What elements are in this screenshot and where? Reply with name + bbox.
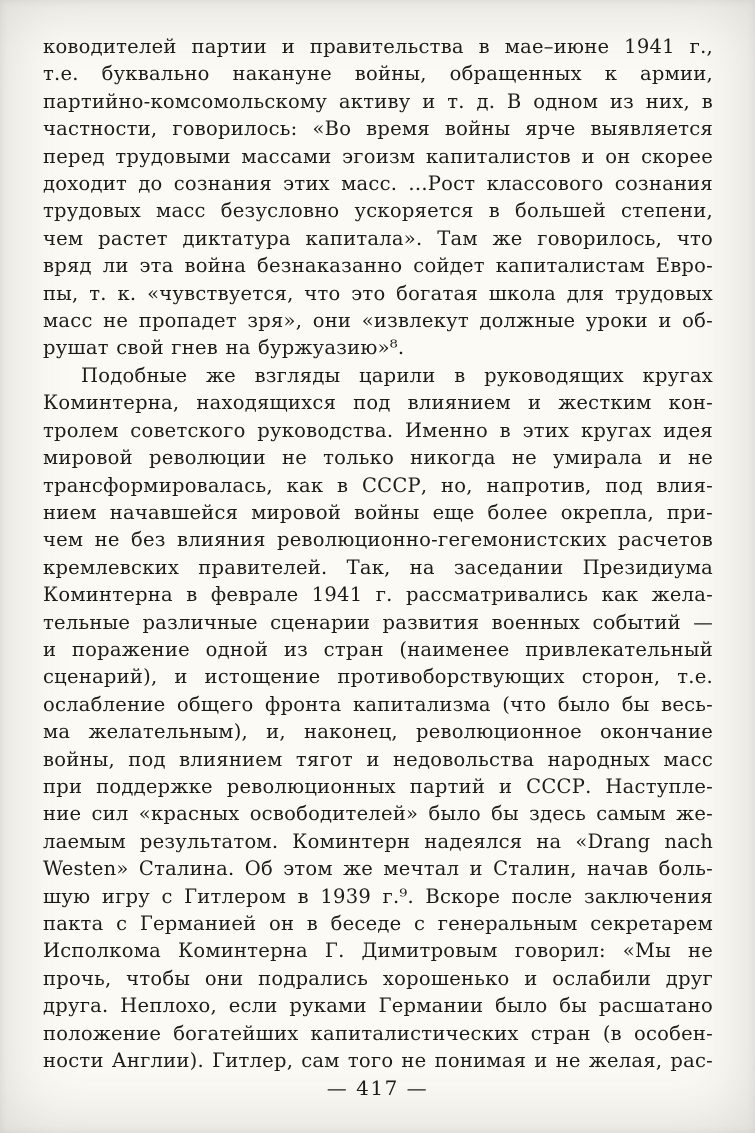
text-line: ководителей партии и правительства в мае–июне 1941 г., xyxy=(43,35,713,58)
text-line: и поражение одной из стран (наименее привлекательный xyxy=(43,637,713,661)
text-line: доходит до сознания этих масс. ...Рост классового сознания xyxy=(43,172,713,196)
text-line: ности Англии). Гитлер, сам того не понимая и не желая, рас- xyxy=(43,1049,713,1073)
text-line: мировой революции не только никогда не умирала и не xyxy=(43,446,713,470)
paragraph xyxy=(43,33,713,362)
text-line: вряд ли эта война безнаказанно сойдет капиталистам Евро- xyxy=(43,254,713,278)
text-line: ослабление общего фронта капитализма (что было бы весь- xyxy=(43,692,713,716)
text-line: чем не без влияния революционно-гегемонистских расчетов xyxy=(43,528,713,552)
text-line: частности, говорилось: «Во время войны ярче выявляется xyxy=(43,117,713,141)
text-line: Коминтерна, находящихся под влиянием и жестким кон- xyxy=(43,391,713,415)
text-line: нием начавшейся мировой войны еще более окрепла, при- xyxy=(43,500,713,524)
text-line: Westen» Сталина. Об этом же мечтал и Сталин, начав боль- xyxy=(43,857,713,881)
text-line: прочь, чтобы они подрались хорошенько и ослабили друг xyxy=(43,966,713,990)
text-line: войны, под влиянием тягот и недовольства народных масс xyxy=(43,747,713,771)
text-line: шую игру с Гитлером в 1939 г.⁹. Вскоре после заключения xyxy=(43,884,713,908)
paragraph xyxy=(43,362,713,1075)
page-number: — 417 — xyxy=(326,1076,429,1100)
text-line: партийно-комсомольскому активу и т. д. В одном из них, в xyxy=(43,89,713,113)
text-line: ма желательным), и, наконец, революционное окончание xyxy=(43,720,713,744)
text-line: пакта с Германией он в беседе с генеральным секретарем xyxy=(43,912,713,935)
text-line: перед трудовыми массами эгоизм капиталистов и он скорее xyxy=(43,144,713,168)
text-line: сценарий), и истощение противоборствующих сторон, т.е. xyxy=(43,665,713,689)
text-line: тролем советского руководства. Именно в этих кругах идея xyxy=(43,418,713,442)
text-line: трудовых масс безусловно ускоряется в большей степени, xyxy=(43,199,713,223)
text-line: положение богатейших капиталистических стран (в особен- xyxy=(43,1021,713,1045)
text-line: Подобные же взгляды царили в руководящих кругах xyxy=(81,363,713,387)
text-line: пы, т. к. «чувствуется, что это богатая школа для трудовых xyxy=(43,281,713,305)
text-line: т.е. буквально накануне войны, обращенных к армии, xyxy=(43,62,713,86)
text-line: тельные различные сценарии развития военных событий — xyxy=(43,610,713,634)
text-line: чем растет диктатура капитала». Там же говорилось, что xyxy=(43,226,713,250)
text-line: трансформировалась, как в СССР, но, напротив, под влия- xyxy=(43,473,713,497)
text-line: ние сил «красных освободителей» было бы здесь самым же- xyxy=(43,802,713,826)
text-line: рушат свой гнев на буржуазию»⁸. xyxy=(43,336,405,360)
text-line: масс не пропадет зря», они «извлекут должные уроки и об- xyxy=(43,309,713,333)
text-line: лаемым результатом. Коминтерн надеялся на «Drang nach xyxy=(43,829,713,853)
text-line: Коминтерна в феврале 1941 г. рассматривались как жела- xyxy=(43,583,713,607)
text-line: друга. Неплохо, если руками Германии было бы расшатано xyxy=(43,994,713,1018)
text-line: кремлевских правителей. Так, на заседании Президиума xyxy=(43,555,713,579)
text-block xyxy=(43,33,713,1074)
text-line: при поддержке революционных партий и СССР. Наступле- xyxy=(43,774,713,798)
text-line: Исполкома Коминтерна Г. Димитровым говорил: «Мы не xyxy=(43,939,713,963)
